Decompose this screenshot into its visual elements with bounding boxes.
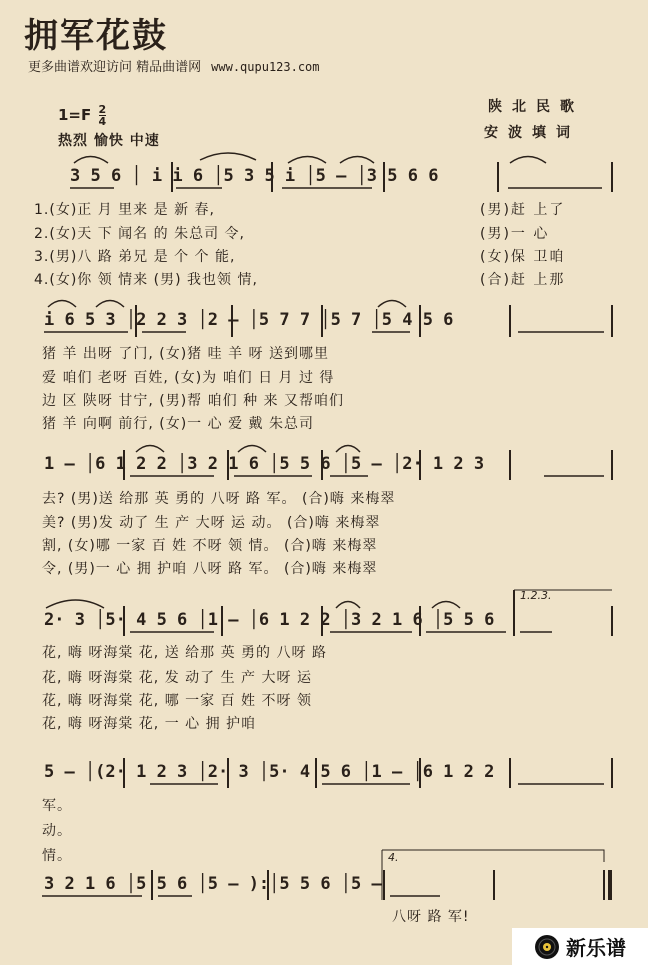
- logo-text: 新乐谱: [566, 936, 626, 960]
- promo-text: 更多曲谱欢迎访问 精品曲谱网: [28, 60, 202, 75]
- lyrics-line-5-verse-3: 情。: [42, 848, 72, 864]
- lyrics-line-1-right-2: (男)一 心: [480, 226, 550, 242]
- lyrics-line-4-verse-4: 花, 嗨 呀海棠 花, 一 心 拥 护咱: [42, 716, 257, 732]
- brand-logo[interactable]: [512, 928, 648, 965]
- lyrics-line-2-verse-3: 边 区 陕呀 甘宁, (男)帮 咱们 种 来 又帮咱们: [42, 393, 344, 409]
- lyrics-line-2-verse-4: 猪 羊 向啊 前行, (女)一 心 爱 戴 朱总司: [42, 416, 314, 432]
- lyrics-line-2-verse-2: 爱 咱们 老呀 百姓, (女)为 咱们 日 月 过 得: [42, 370, 335, 386]
- lyrics-line-1-verse-1: 1.(女)正 月 里来 是 新 春,: [34, 202, 215, 218]
- lyrics-line-3-verse-4: 令, (男)一 心 拥 护咱 八呀 路 军。 (合)嗨 来梅翠: [42, 561, 378, 577]
- lyrics-line-4-verse-2: 花, 嗨 呀海棠 花, 发 动了 生 产 大呀 运: [42, 670, 312, 686]
- lyrics-line-3-verse-1: 去? (男)送 给那 英 勇的 八呀 路 军。 (合)嗨 来梅翠: [42, 491, 396, 507]
- key-text: 1=F: [58, 106, 92, 124]
- lyrics-line-5-verse-1: 军。: [42, 798, 72, 814]
- lyrics-line-3-verse-2: 美? (男)发 动了 生 产 大呀 运 动。 (合)嗨 来梅翠: [42, 515, 381, 531]
- vinyl-record-icon: [534, 934, 560, 960]
- lyrics-line-1-right-1: (男)赶 上了: [480, 202, 566, 218]
- lyrics-line-1-verse-2: 2.(女)天 下 闻名 的 朱总司 令,: [34, 226, 245, 242]
- tempo-marking: 热烈 愉快 中速: [58, 133, 160, 149]
- notes-line-3: 1 – │6 1 2 2 │3 2 1 6 │5 5 6 │5 – │2· 1 2 3: [44, 454, 485, 474]
- notes-line-2: i 6 5 3 │2 2 3 │2 – │5 7 7 │5 7 │5 4 5 6: [44, 310, 454, 330]
- notes-line-4: 2· 3 │5· 4 5 6 │1 – │6 1 2 2 │3 2 1 6 │5 5 6: [44, 610, 495, 630]
- lyrics-line-1-verse-3: 3.(男)八 路 弟兄 是 个 个 能,: [34, 249, 236, 265]
- notes-line-5: 5 – │(2· 1 2 3 │2· 3 │5· 4 5 6 │1 – │6 1 2 2: [44, 762, 495, 782]
- lyrics-line-1-right-4: (合)赶 上那: [480, 272, 566, 288]
- volta-ending-4: 4.: [388, 851, 399, 864]
- time-sig-top: 2: [98, 103, 107, 116]
- lyrics-line-6-final: 八呀 路 军!: [392, 909, 470, 925]
- page-title: 拥军花鼓: [24, 16, 168, 56]
- lyrics-line-5-verse-2: 动。: [42, 823, 72, 839]
- time-sig-bottom: 4: [98, 115, 107, 128]
- lyrics-line-4-verse-1: 花, 嗨 呀海棠 花, 送 给那 英 勇的 八呀 路: [42, 645, 327, 661]
- lyrics-line-2-verse-1: 猪 羊 出呀 了门, (女)猪 哇 羊 呀 送到哪里: [42, 346, 329, 362]
- credit-lyricist: 安波填词: [484, 125, 580, 141]
- lyrics-line-3-verse-3: 割, (女)哪 一家 百 姓 不呀 领 情。 (合)嗨 来梅翠: [42, 538, 378, 554]
- lyrics-line-1-right-3: (女)保 卫咱: [480, 249, 566, 265]
- lyrics-line-4-verse-3: 花, 嗨 呀海棠 花, 哪 一家 百 姓 不呀 领: [42, 693, 312, 709]
- notes-line-1: 3 5 6 │ i i 6 │5 3 5 i │5 – │3 5 6 6: [70, 166, 439, 186]
- site-url[interactable]: www.qupu123.com: [211, 60, 320, 74]
- lyrics-line-1-verse-4: 4.(女)你 领 情来 (男) 我也领 情,: [34, 272, 258, 288]
- credit-origin: 陕北民歌: [488, 99, 584, 115]
- notes-line-6: 3 2 1 6 │5 5 6 │5 – ):│5 5 6 │5 –: [44, 874, 382, 894]
- volta-ending-1-2-3: 1.2.3.: [520, 589, 552, 602]
